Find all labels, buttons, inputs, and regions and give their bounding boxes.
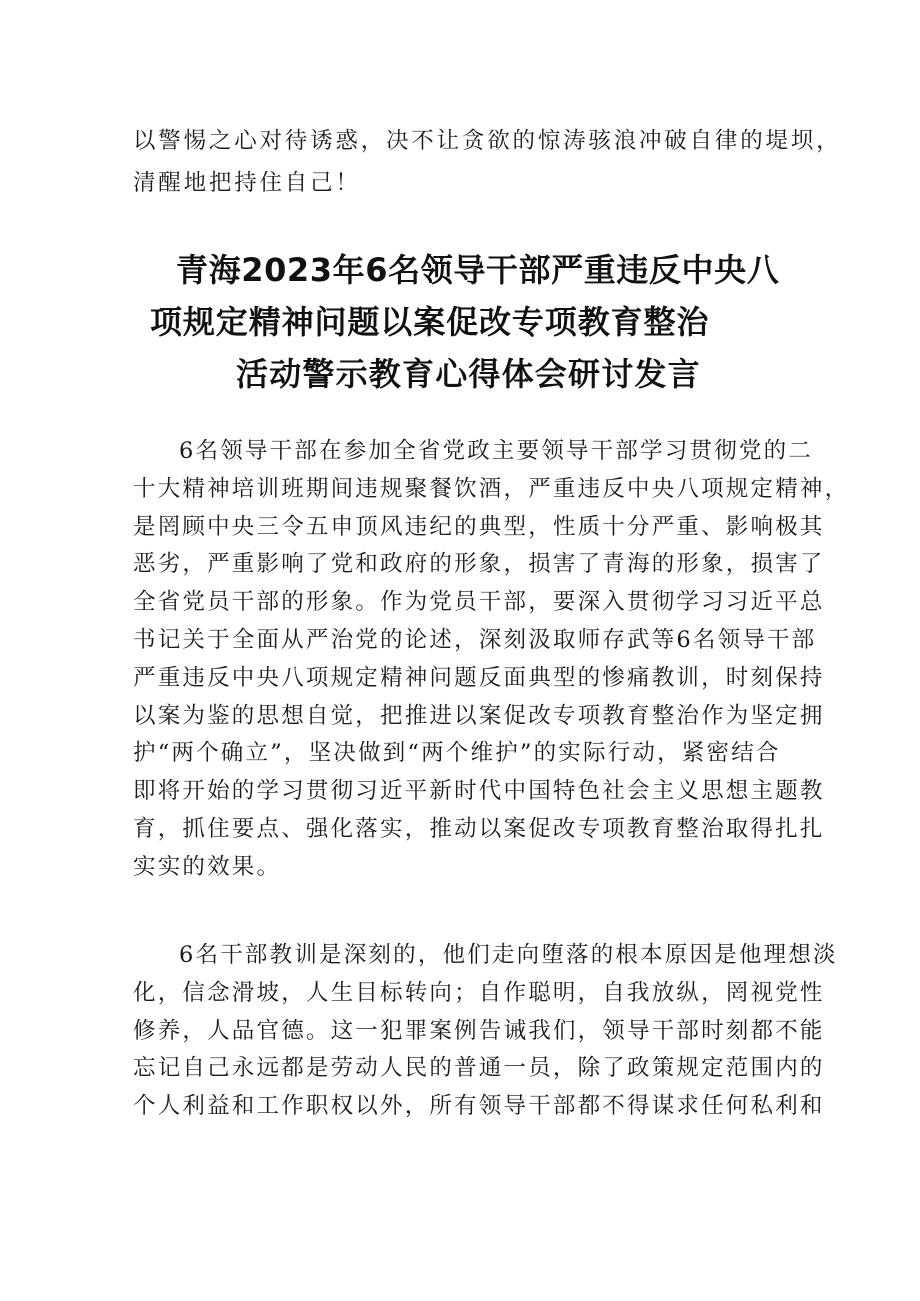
paragraph-line: 育，抓住要点、强化落实，推动以案促改专项教育整治取得扎扎 bbox=[133, 815, 825, 842]
body-paragraph-2 bbox=[133, 937, 838, 1126]
lead-line: 清醒地把持住自己！ bbox=[133, 170, 361, 196]
paragraph-line: 严重违反中央八项规定精神问题反面典型的惨痛教训，时刻保持 bbox=[133, 664, 825, 691]
lead-line: 以警惕之心对待诱惑，决不让贪欲的惊涛骇浪冲破自律的堤坝， bbox=[133, 128, 842, 154]
paragraph-line: 6名领导干部在参加全省党政主要领导干部学习贯彻党的二 bbox=[179, 438, 814, 464]
paragraph-line: 个人利益和工作职权以外，所有领导干部都不得谋求任何私利和 bbox=[133, 1093, 825, 1120]
paragraph-line: 全省党员干部的形象。作为党员干部，要深入贯彻学习习近平总 bbox=[133, 589, 825, 616]
document-title bbox=[130, 244, 810, 400]
title-line: 活动警示教育心得体会研讨发言 bbox=[236, 355, 701, 393]
paragraph-line: 护“两个确立”，坚决做到“两个维护”的实际行动，紧密结合 bbox=[133, 740, 781, 767]
paragraph-line: 6名干部教训是深刻的，他们走向堕落的根本原因是他理想淡 bbox=[179, 942, 838, 968]
paragraph-line: 十大精神培训班期间违规聚餐饮酒，严重违反中央八项规定精神， bbox=[133, 475, 850, 502]
paragraph-line: 化，信念滑坡，人生目标转向；自作聪明，自我放纵，罔视党性 bbox=[133, 979, 825, 1006]
paragraph-line: 修养，人品官德。这一犯罪案例告诫我们，领导干部时刻都不能 bbox=[133, 1017, 825, 1044]
paragraph-line: 即将开始的学习贯彻习近平新时代中国特色社会主义思想主题教 bbox=[133, 778, 825, 805]
lead-paragraph bbox=[133, 120, 842, 204]
title-line: 青海2023年6名领导干部严重违反中央八 bbox=[176, 251, 780, 289]
paragraph-line: 是罔顾中央三令五申顶风违纪的典型，性质十分严重、影响极其 bbox=[133, 513, 825, 540]
paragraph-line: 以案为鉴的思想自觉，把推进以案促改专项教育整治作为坚定拥 bbox=[133, 702, 825, 729]
paragraph-line: 忘记自己永远都是劳动人民的普通一员，除了政策规定范围内的 bbox=[133, 1055, 825, 1082]
paragraph-line: 书记关于全面从严治党的论述，深刻汲取师存武等6名领导干部 bbox=[133, 626, 817, 653]
body-paragraph-1 bbox=[133, 433, 850, 887]
title-line: 项规定精神问题以案促改专项教育整治 bbox=[150, 303, 710, 341]
paragraph-line: 实实的效果。 bbox=[133, 853, 282, 880]
paragraph-line: 恶劣，严重影响了党和政府的形象，损害了青海的形象，损害了 bbox=[133, 551, 825, 578]
